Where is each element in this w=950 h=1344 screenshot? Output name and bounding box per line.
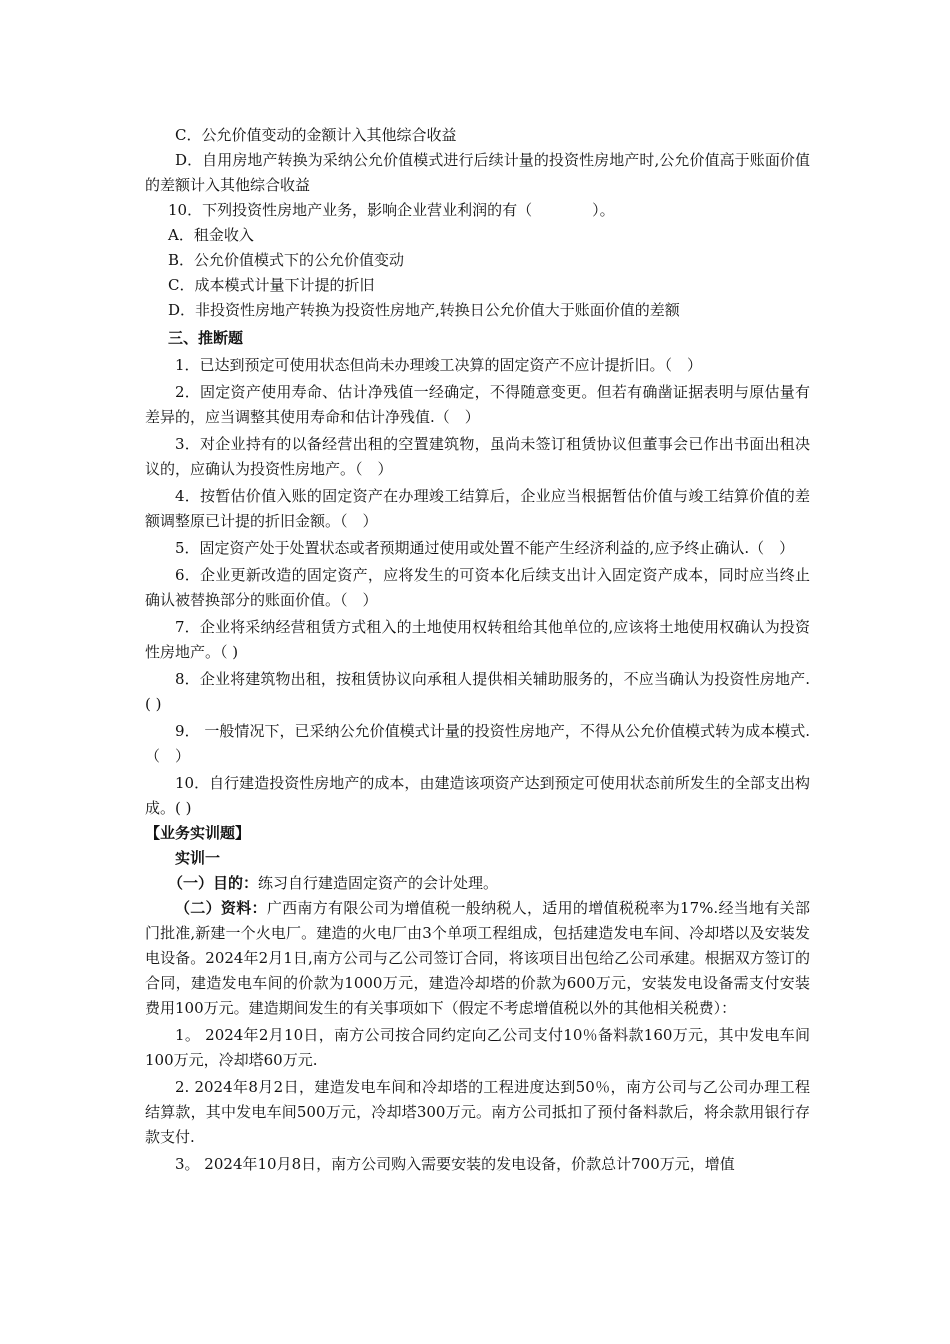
goal-label: （一）目的： xyxy=(168,874,259,892)
section-heading-judgment: 三、推断题 xyxy=(168,329,244,347)
judgment-item: 4．按暂估价值入账的固定资产在办理竣工结算后，企业应当根据暂估价值与竣工结算价值的差额调整原已计提的折旧金额。（ ） xyxy=(145,487,810,530)
practice-goal xyxy=(145,871,810,896)
judgment-item: 9． 一般情况下，已采纳公允价值模式计量的投资性房地产，不得从公允价值模式转为成本模式.（ ） xyxy=(145,722,810,765)
q10-option-d: D．非投资性房地产转换为投资性房地产,转换日公允价值大于账面价值的差额 xyxy=(168,301,680,319)
option-c: C．公允价值变动的金额计入其他综合收益 xyxy=(175,126,457,144)
event-item: 1。 2024年2月10日，南方公司按合同约定向乙公司支付10％备料款160万元，其中发电车间100万元，冷却塔60万元. xyxy=(145,1026,810,1069)
practice-subheading: 实训一 xyxy=(175,849,221,867)
judgment-item: 3．对企业持有的以备经营出租的空置建筑物，虽尚未签订租赁协议但董事会已作出书面出租决议的，应确认为投资性房地产。（ ） xyxy=(145,435,810,478)
q10-option-b: B．公允价值模式下的公允价值变动 xyxy=(168,251,405,269)
judgment-item: 1．已达到预定可使用状态但尚未办理竣工决算的固定资产不应计提折旧。（ ） xyxy=(175,356,703,374)
event-item: 2. 2024年8月2日，建造发电车间和冷却塔的工程进度达到50％，南方公司与乙公司办理工程结算款，其中发电车间500万元，冷却塔300万元。南方公司抵扣了预付备料款后，将余款用银行存款支付. xyxy=(145,1078,810,1146)
q10-option-a: A．租金收入 xyxy=(168,226,254,244)
q10-option-c: C．成本模式计量下计提的折旧 xyxy=(168,276,375,294)
goal-text: 练习自行建造固定资产的会计处理。 xyxy=(258,874,499,892)
judgment-item: 10．自行建造投资性房地产的成本，由建造该项资产达到预定可使用状态前所发生的全部支出构成。( ) xyxy=(145,774,810,817)
practice-data xyxy=(145,896,810,1021)
judgment-item: 6．企业更新改造的固定资产，应将发生的可资本化后续支出计入固定资产成本，同时应当终止确认被替换部分的账面价值。（ ） xyxy=(145,566,810,609)
judgment-item: 7．企业将采纳经营租赁方式租入的土地使用权转租给其他单位的,应该将土地使用权确认为投资性房地产。（ ) xyxy=(145,618,810,661)
question-10: 10．下列投资性房地产业务，影响企业营业利润的有（ ）。 xyxy=(168,201,615,219)
data-label: （二）资料： xyxy=(175,899,267,917)
judgment-item: 5．固定资产处于处置状态或者预期通过使用或处置不能产生经济利益的,应予终止确认.（ ） xyxy=(175,539,795,557)
judgment-item: 2．固定资产使用寿命、估计净残值一经确定，不得随意变更。但若有确凿证据表明与原估量有差异的，应当调整其使用寿命和估计净残值.（ ） xyxy=(145,383,810,426)
section-heading-practice: 【业务实训题】 xyxy=(145,824,251,842)
judgment-item: 8．企业将建筑物出租，按租赁协议向承租人提供相关辅助服务的，不应当确认为投资性房地产.( ) xyxy=(145,670,810,713)
option-d: D．自用房地产转换为采纳公允价值模式进行后续计量的投资性房地产时,公允价值高于账面价值的差额计入其他综合收益 xyxy=(145,151,810,194)
data-text: 广西南方有限公司为增值税一般纳税人，适用的增值税税率为17%.经当地有关部门批准,新建一个火电厂。建造的火电厂由3个单项工程组成，包括建造发电车间、冷却塔以及安装发电设备。2024年2月1日,南方公司与乙公司签订合同，将该项目出包给乙公司承建。根据双方签订的合同，建造发电车间的价款为1000万元，建造冷却塔的价款为600万元，安装发电设备需支付安装费用100万元。建造期间发生的有关事项如下（假定不考虑增值税以外的其他相关税费）： xyxy=(145,899,810,1017)
event-item: 3。 2024年10月8日，南方公司购入需要安装的发电设备，价款总计700万元，增值 xyxy=(175,1155,735,1173)
document-body xyxy=(145,123,810,1177)
